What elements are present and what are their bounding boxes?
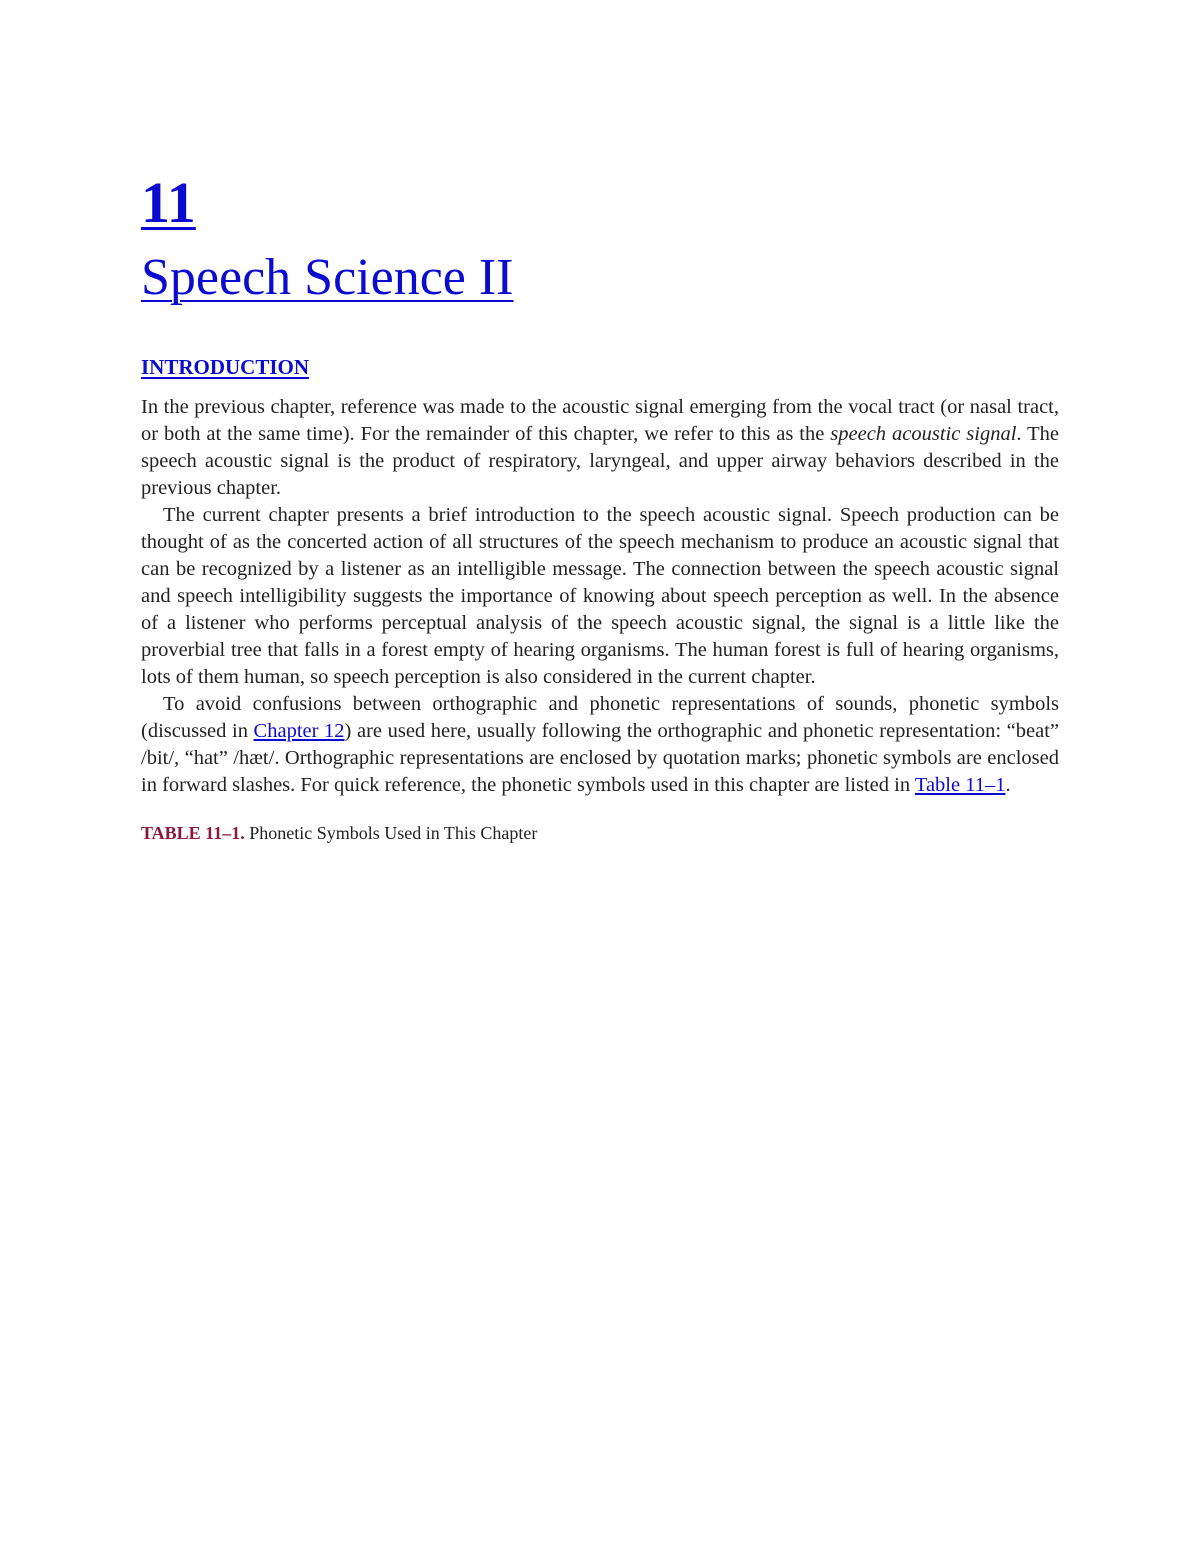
p1-text-after: . The speech acoustic signal is the product of respiratory, laryngeal, and upper airway behaviors described in the previous chapter. — [141, 423, 1059, 499]
p2-text: The current chapter presents a brief introduction to the speech acoustic signal. Speech production can be thought of as the concerted action of all structures of the speech mechanism to produce an acoustic signal that can be recognized by a listener as an intelligible message. The connection between the speech acoustic signal and speech intelligibility suggests the importance of knowing about speech perception as well. In the absence of a listener who performs perceptual analysis of the speech acoustic signal, the signal is a little like the proverbial tree that falls in a forest empty of hearing organisms. The human forest is full of hearing organisms, lots of them human, so speech perception is also considered in the current chapter. — [141, 504, 1059, 688]
p3-text-part1: To avoid confusions between orthographic and phonetic representations of sounds, phonetic symbols (discussed in — [141, 693, 1059, 742]
p1-emphasis: speech acoustic signal — [830, 423, 1017, 445]
chapter-12-link[interactable]: Chapter 12 — [253, 720, 345, 742]
intro-paragraph-3 — [141, 691, 1059, 799]
table-11-1-link[interactable]: Table 11–1 — [914, 774, 1006, 796]
section-heading-introduction[interactable]: INTRODUCTION — [141, 355, 310, 379]
table-caption-text: Phonetic Symbols Used in This Chapter — [244, 823, 538, 843]
document-page — [141, 165, 1059, 845]
chapter-number-link[interactable]: 11 — [141, 170, 196, 235]
p1-text-before: In the previous chapter, reference was made to the acoustic signal emerging from the vocal tract (or nasal tract, or both at the same time). For the remainder of this chapter, we refer to this as the — [141, 396, 1059, 445]
table-caption — [141, 821, 1059, 845]
intro-paragraph-2 — [141, 502, 1059, 691]
p3-text-part2: ) are used here, usually following the orthographic and phonetic representation: “beat” /bit/, “hat” /hæt/. Orthographic representations are enclosed by quotation marks; phonetic symbols are enclosed in forward slashes. For quick reference, the phonetic symbols used in this chapter are listed in — [141, 720, 1059, 796]
p3-text-part3: . — [1005, 774, 1011, 796]
table-caption-label: TABLE 11–1. — [141, 823, 245, 843]
chapter-title-link[interactable]: Speech Science II — [141, 249, 514, 306]
intro-paragraph-1 — [141, 394, 1059, 502]
